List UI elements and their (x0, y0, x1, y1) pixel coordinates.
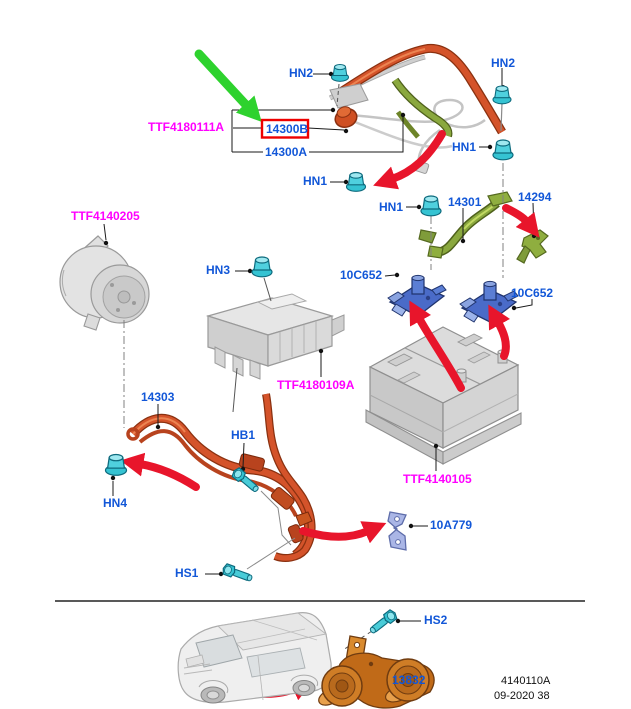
battery-clamp-right-art (460, 281, 518, 322)
revision-date: 09-2020 38 (494, 690, 550, 702)
callout-ttf4140205[interactable]: TTF4140205 (71, 209, 140, 223)
drawing-number: 4140110A (501, 675, 551, 687)
bracket-10a779-art (388, 512, 406, 550)
battery-art (366, 327, 521, 464)
callout-14301[interactable]: 14301 (448, 195, 482, 209)
callout-hn2-right[interactable]: HN2 (491, 56, 516, 70)
callout-10c652-right[interactable]: 10C652 (511, 286, 554, 300)
callout-ttf4180109a[interactable]: TTF4180109A (277, 378, 355, 392)
callout-hs1[interactable]: HS1 (175, 566, 199, 580)
callout-hn2-left[interactable]: HN2 (289, 66, 314, 80)
callout-13832[interactable]: 13832 (392, 673, 426, 687)
junction-box-art (208, 294, 344, 379)
callout-hn1-right[interactable]: HN1 (452, 140, 477, 154)
callout-14300b-selected[interactable]: 14300B (266, 122, 309, 136)
callout-hn3[interactable]: HN3 (206, 263, 231, 277)
van-art (178, 613, 331, 703)
callout-14294[interactable]: 14294 (518, 190, 552, 204)
callout-10c652-left[interactable]: 10C652 (340, 268, 383, 282)
callout-ttf4180111a[interactable]: TTF4180111A (148, 120, 225, 134)
callout-hn1-left[interactable]: HN1 (303, 174, 328, 188)
callout-hb1[interactable]: HB1 (231, 428, 256, 442)
callout-14303[interactable]: 14303 (141, 390, 175, 404)
alternator-art (60, 236, 149, 330)
callout-hn4[interactable]: HN4 (103, 496, 128, 510)
top-harness-art (330, 48, 502, 174)
callout-10a779[interactable]: 10A779 (430, 518, 473, 532)
callout-ttf4140105[interactable]: TTF4140105 (403, 472, 472, 486)
green-pointer-arrow (199, 54, 247, 106)
callout-14300a[interactable]: 14300A (265, 145, 308, 159)
callout-hn1-mid[interactable]: HN1 (379, 200, 404, 214)
callout-hs2[interactable]: HS2 (424, 613, 448, 627)
cable-14303-art (128, 394, 312, 558)
battery-clamp-left-art (388, 275, 446, 316)
